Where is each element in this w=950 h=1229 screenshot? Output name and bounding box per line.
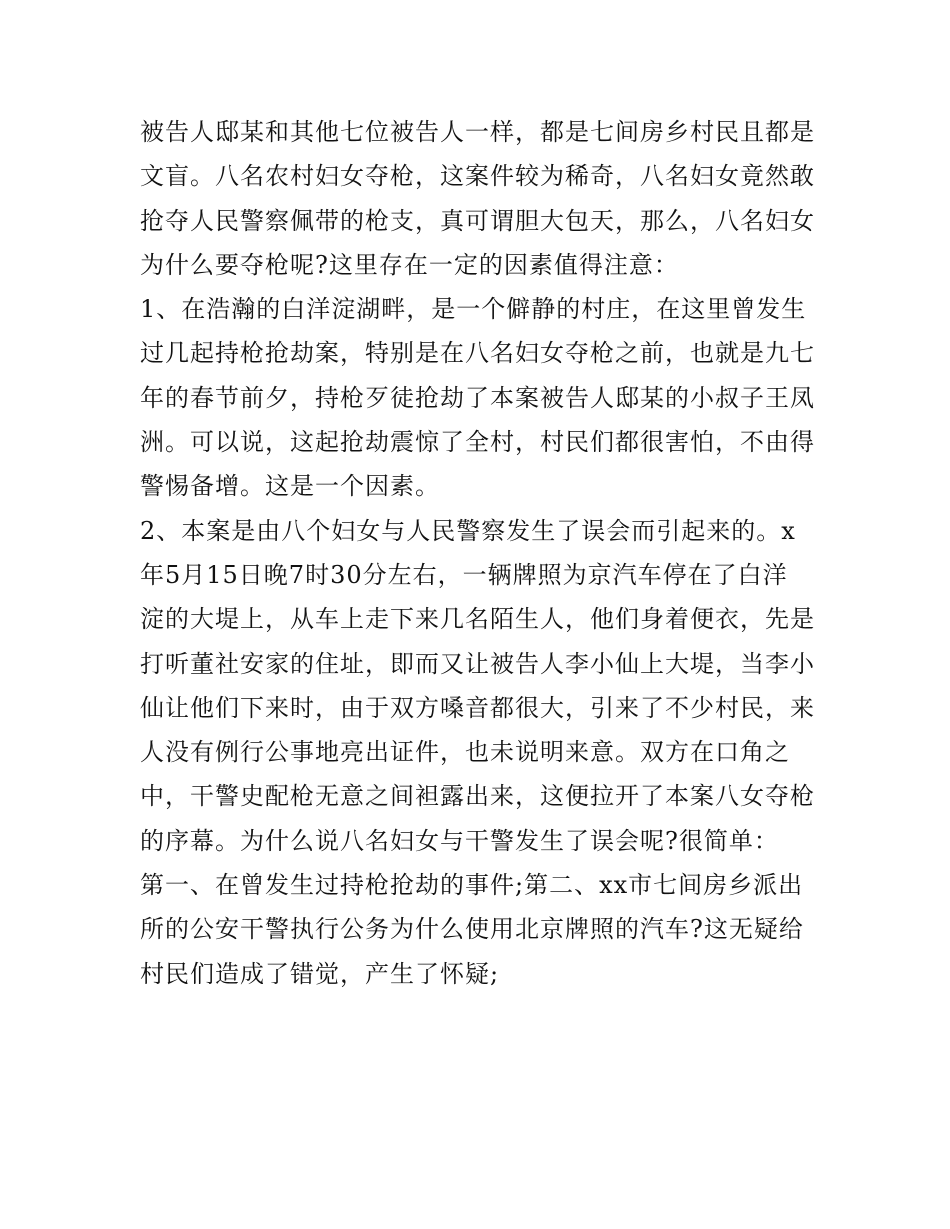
text-line: 村民们造成了错觉，产生了怀疑;: [140, 959, 500, 988]
text-line: 过几起持枪抢劫案，特别是在八名妇女夺枪之前，也就是九七: [140, 339, 815, 368]
text-line: 抢夺人民警察佩带的枪支，真可谓胆大包天，那么，八名妇女: [140, 206, 815, 235]
text-line: 被告人邸某和其他七位被告人一样，都是七间房乡村民且都是: [140, 118, 815, 146]
text-line: 1、在浩瀚的白洋淀湖畔，是一个僻静的村庄，在这里曾发生: [140, 295, 807, 324]
text-line: 为什么要夺枪呢?这里存在一定的因素值得注意：: [140, 250, 679, 279]
text-line: 文盲。八名农村妇女夺枪，这案件较为稀奇，八名妇女竟然敢: [140, 162, 815, 191]
body-text: [140, 110, 815, 996]
text-line: 洲。可以说，这起抢劫震惊了全村，村民们都很害怕，不由得: [140, 428, 815, 457]
text-line: 人没有例行公事地亮出证件，也未说明来意。双方在口角之: [140, 738, 790, 767]
text-line: 淀的大堤上，从车上走下来几名陌生人，他们身着便衣，先是: [140, 605, 815, 634]
text-line: 警惕备增。这是一个因素。: [140, 472, 440, 501]
text-line: 仙让他们下来时，由于双方嗓音都很大，引来了不少村民，来: [140, 693, 815, 722]
text-line: 2、本案是由八个妇女与人民警察发生了误会而引起来的。x: [140, 516, 796, 545]
text-line: 所的公安干警执行公务为什么使用北京牌照的汽车?这无疑给: [140, 915, 804, 944]
text-line: 年5月15日晚7时30分左右，一辆牌照为京汽车停在了白洋: [140, 560, 788, 589]
text-line: 中，干警史配枪无意之间袒露出来，这便拉开了本案八女夺枪: [140, 782, 815, 811]
text-line: 年的春节前夕，持枪歹徒抢劫了本案被告人邸某的小叔子王凤: [140, 383, 815, 412]
text-line: 的序幕。为什么说八名妇女与干警发生了误会呢?很简单：: [140, 826, 779, 855]
text-line: 打听董社安家的住址，即而又让被告人李小仙上大堤，当李小: [140, 649, 815, 678]
text-line: 第一、在曾发生过持枪抢劫的事件;第二、xx市七间房乡派出: [140, 871, 804, 900]
